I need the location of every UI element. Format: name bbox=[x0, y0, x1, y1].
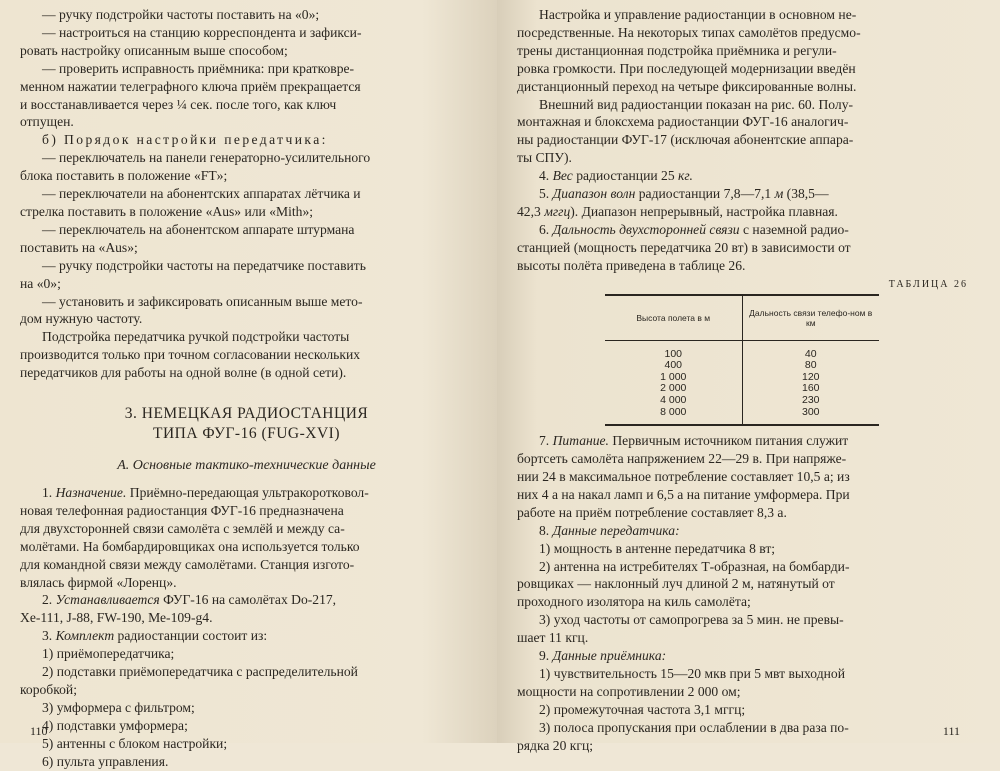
paragraph-wave-range: 5. Диапазон волн радиостанции 7,8—7,1 м (38,5— bbox=[539, 186, 829, 202]
text-line: высоты полёта приведена в таблице 26. bbox=[517, 257, 746, 273]
paragraph-installed: 2. Устанавливается ФУГ-16 на самолётах Do-217, bbox=[42, 592, 337, 608]
table-cell: 120 bbox=[801, 370, 820, 383]
table-cell: 160 bbox=[801, 382, 820, 395]
list-item: 3) умформера с фильтром; bbox=[42, 699, 195, 715]
text-line: — переключатели на абонентских аппаратах лётчика и bbox=[42, 186, 361, 202]
paragraph-transmitter-data: 8. Данные передатчика: bbox=[539, 522, 680, 538]
table-caption: ТАБЛИЦА 26 bbox=[888, 278, 968, 290]
left-top-list bbox=[20, 6, 473, 382]
list-item: 3) полоса пропускания при ослаблении в два раза по- bbox=[539, 719, 849, 735]
text-line: — переключатель на панели генераторно-усилительного bbox=[42, 150, 371, 166]
paragraph-purpose: 1. Назначение. Приёмно-передающая ультракоротковол- bbox=[42, 485, 369, 501]
text-line: 42,3 мггц). Диапазон непрерывный, настройка плавная. bbox=[517, 203, 838, 219]
text-line: ровать настройку описанным выше способом; bbox=[20, 42, 288, 58]
text-line: дистанционный переход на четыре фиксированные волны. bbox=[517, 78, 857, 94]
text-line: ты СПУ). bbox=[517, 150, 572, 166]
text-line: ровщиках — наклонный луч длиной 2 м, натянутый от bbox=[517, 576, 835, 592]
list-item: 4) подставки умформера; bbox=[42, 717, 188, 733]
text-line: трены дистанционная подстройка приёмника и регули- bbox=[517, 42, 837, 58]
text-line: менном нажатии телеграфного ключа приём прекращается bbox=[20, 78, 361, 94]
text-line: них 4 а на накал ламп и 6,5 а на питание умформера. При bbox=[517, 486, 850, 502]
list-item: коробкой; bbox=[20, 682, 77, 697]
text-line: поставить на «Aus»; bbox=[20, 239, 138, 255]
table-row bbox=[605, 395, 879, 407]
list-item: 6) пульта управления. bbox=[42, 753, 169, 769]
text-line: производится только при точном согласовании нескольких bbox=[20, 347, 361, 363]
list-item: 3) уход частоты от самопрогрева за 5 мин. не превы- bbox=[539, 612, 844, 628]
text-line: Настройка и управление радиостанции в основном не- bbox=[539, 7, 857, 22]
table-cell: 2 000 bbox=[605, 383, 742, 395]
paragraph-range: 6. Дальность двухсторонней связи с наземной радио- bbox=[539, 221, 849, 237]
text-line: мощности на сопротивлении 2 000 ом; bbox=[517, 683, 741, 699]
text-line: посредственные. На некоторых типах самолётов предусмо- bbox=[517, 24, 861, 40]
text-line: дом нужную частоту. bbox=[20, 311, 143, 327]
text-line: для командной связи между самолётами. Станция изгото- bbox=[20, 556, 355, 572]
table-cell: 80 bbox=[804, 359, 817, 372]
text-line: блока поставить в положение «FT»; bbox=[20, 168, 228, 184]
text-line: шает 11 кгц. bbox=[517, 630, 589, 646]
list-item: 1) приёмопередатчика; bbox=[42, 646, 175, 662]
text-line: — установить и зафиксировать описанным выше мето- bbox=[42, 293, 363, 309]
text-line: бортсеть самолёта напряжением 22—29 в. При напряже- bbox=[517, 451, 847, 467]
table-cell: 1 000 bbox=[605, 372, 742, 384]
left-page bbox=[0, 0, 497, 769]
table-header-range: Дальность связи телефо-ном в км bbox=[742, 295, 879, 341]
text-line: станцией (мощность передатчика 20 вт) в зависимости от bbox=[517, 239, 851, 255]
table-row bbox=[605, 407, 879, 426]
right-page bbox=[497, 0, 1000, 753]
table-row bbox=[605, 372, 879, 384]
text-line: монтажная и блоксхема радиостанции ФУГ-16 аналогич- bbox=[517, 114, 849, 130]
transmitter-procedure-heading: б) Порядок настройки передатчика: bbox=[42, 132, 328, 148]
list-item: 2) промежуточная частота 3,1 мггц; bbox=[539, 701, 746, 717]
section-subtitle: ТИПА ФУГ-16 (FUG-XVI) bbox=[152, 425, 340, 443]
table-cell: 300 bbox=[801, 405, 820, 418]
text-line: новая телефонная радиостанция ФУГ-16 предназначена bbox=[20, 502, 344, 518]
text-line: для двухсторонней связи самолёта с землёй и между са- bbox=[20, 520, 345, 536]
text-line: передатчиков для работы на одной волне (в одной сети). bbox=[20, 365, 347, 381]
subsection-title: А. Основные тактико-технические данные bbox=[117, 458, 376, 474]
table-row bbox=[605, 340, 879, 360]
list-item: 2) антенна на истребителях Т-образная, на бомбарди- bbox=[539, 558, 850, 574]
table-row bbox=[605, 360, 879, 372]
text-line: и восстанавливается через ¼ сек. после того, как ключ bbox=[20, 96, 337, 112]
right-body bbox=[517, 432, 978, 754]
text-line: молётами. На бомбардировщиках она используется только bbox=[20, 538, 360, 554]
text-line: нии 24 в максимальное потребление составляет 10,5 а; из bbox=[517, 468, 850, 484]
text-line: отпущен. bbox=[20, 114, 74, 130]
paragraph-power: 7. Питание. Первичным источником питания служит bbox=[539, 433, 849, 449]
list-item: 5) антенны с блоком настройки; bbox=[42, 735, 228, 751]
right-intro bbox=[517, 6, 978, 275]
table-cell: 400 bbox=[605, 360, 742, 372]
paragraph-weight: 4. Вес радиостанции 25 кг. bbox=[539, 168, 693, 184]
table-row bbox=[605, 383, 879, 395]
text-line: — ручку подстройки частоты поставить на «0»; bbox=[42, 7, 320, 22]
range-table bbox=[605, 294, 879, 427]
text-line: Подстройка передатчика ручкой подстройки частоты bbox=[42, 329, 350, 345]
text-line: рядка 20 кгц; bbox=[517, 737, 594, 753]
table-cell: 8 000 bbox=[605, 407, 742, 426]
page-number-left: 110 bbox=[30, 724, 48, 738]
text-line: работе на приём потребление составляет 8,3 а. bbox=[517, 504, 787, 520]
table-header-altitude: Высота полета в м bbox=[605, 295, 742, 341]
section-title: 3. НЕМЕЦКАЯ РАДИОСТАНЦИЯ bbox=[124, 405, 369, 423]
list-item: 1) чувствительность 15—20 мкв при 5 мвт выходной bbox=[539, 665, 845, 681]
text-line: на «0»; bbox=[20, 275, 61, 291]
text-line: — проверить исправность приёмника: при кратковре- bbox=[42, 60, 355, 76]
text-line: — настроиться на станцию корреспондента и зафикси- bbox=[42, 24, 362, 40]
text-line: ны радиостанции ФУГ-17 (исключая абонентские аппара- bbox=[517, 132, 854, 148]
list-item: 2) подставки приёмопередатчика с распределительной bbox=[42, 664, 358, 680]
table-cell: 230 bbox=[801, 393, 820, 406]
left-body bbox=[20, 484, 473, 771]
paragraph-receiver-data: 9. Данные приёмника: bbox=[539, 648, 667, 664]
paragraph-kit: 3. Комплект радиостанции состоит из: bbox=[42, 628, 268, 644]
text-line: Хе-111, J-88, FW-190, Ме-109-g4. bbox=[20, 610, 213, 626]
text-line: проходного изолятора на киль самолёта; bbox=[517, 594, 751, 610]
text-line: Внешний вид радиостанции показан на рис. 60. Полу- bbox=[539, 96, 854, 112]
text-line: — переключатель на абонентском аппарате штурмана bbox=[42, 221, 355, 237]
text-line: стрелка поставить в положение «Aus» или «Mith»; bbox=[20, 203, 314, 219]
table-cell: 4 000 bbox=[605, 395, 742, 407]
page-number-right: 111 bbox=[942, 724, 960, 738]
text-line: влялась фирмой «Лоренц». bbox=[20, 574, 177, 590]
text-line: — ручку подстройки частоты на передатчике поставить bbox=[42, 257, 366, 273]
table-cell: 40 bbox=[804, 347, 817, 360]
table-cell: 100 bbox=[605, 340, 742, 360]
list-item: 1) мощность в антенне передатчика 8 вт; bbox=[539, 540, 776, 556]
text-line: ровка громкости. При последующей модернизации введён bbox=[517, 60, 856, 76]
